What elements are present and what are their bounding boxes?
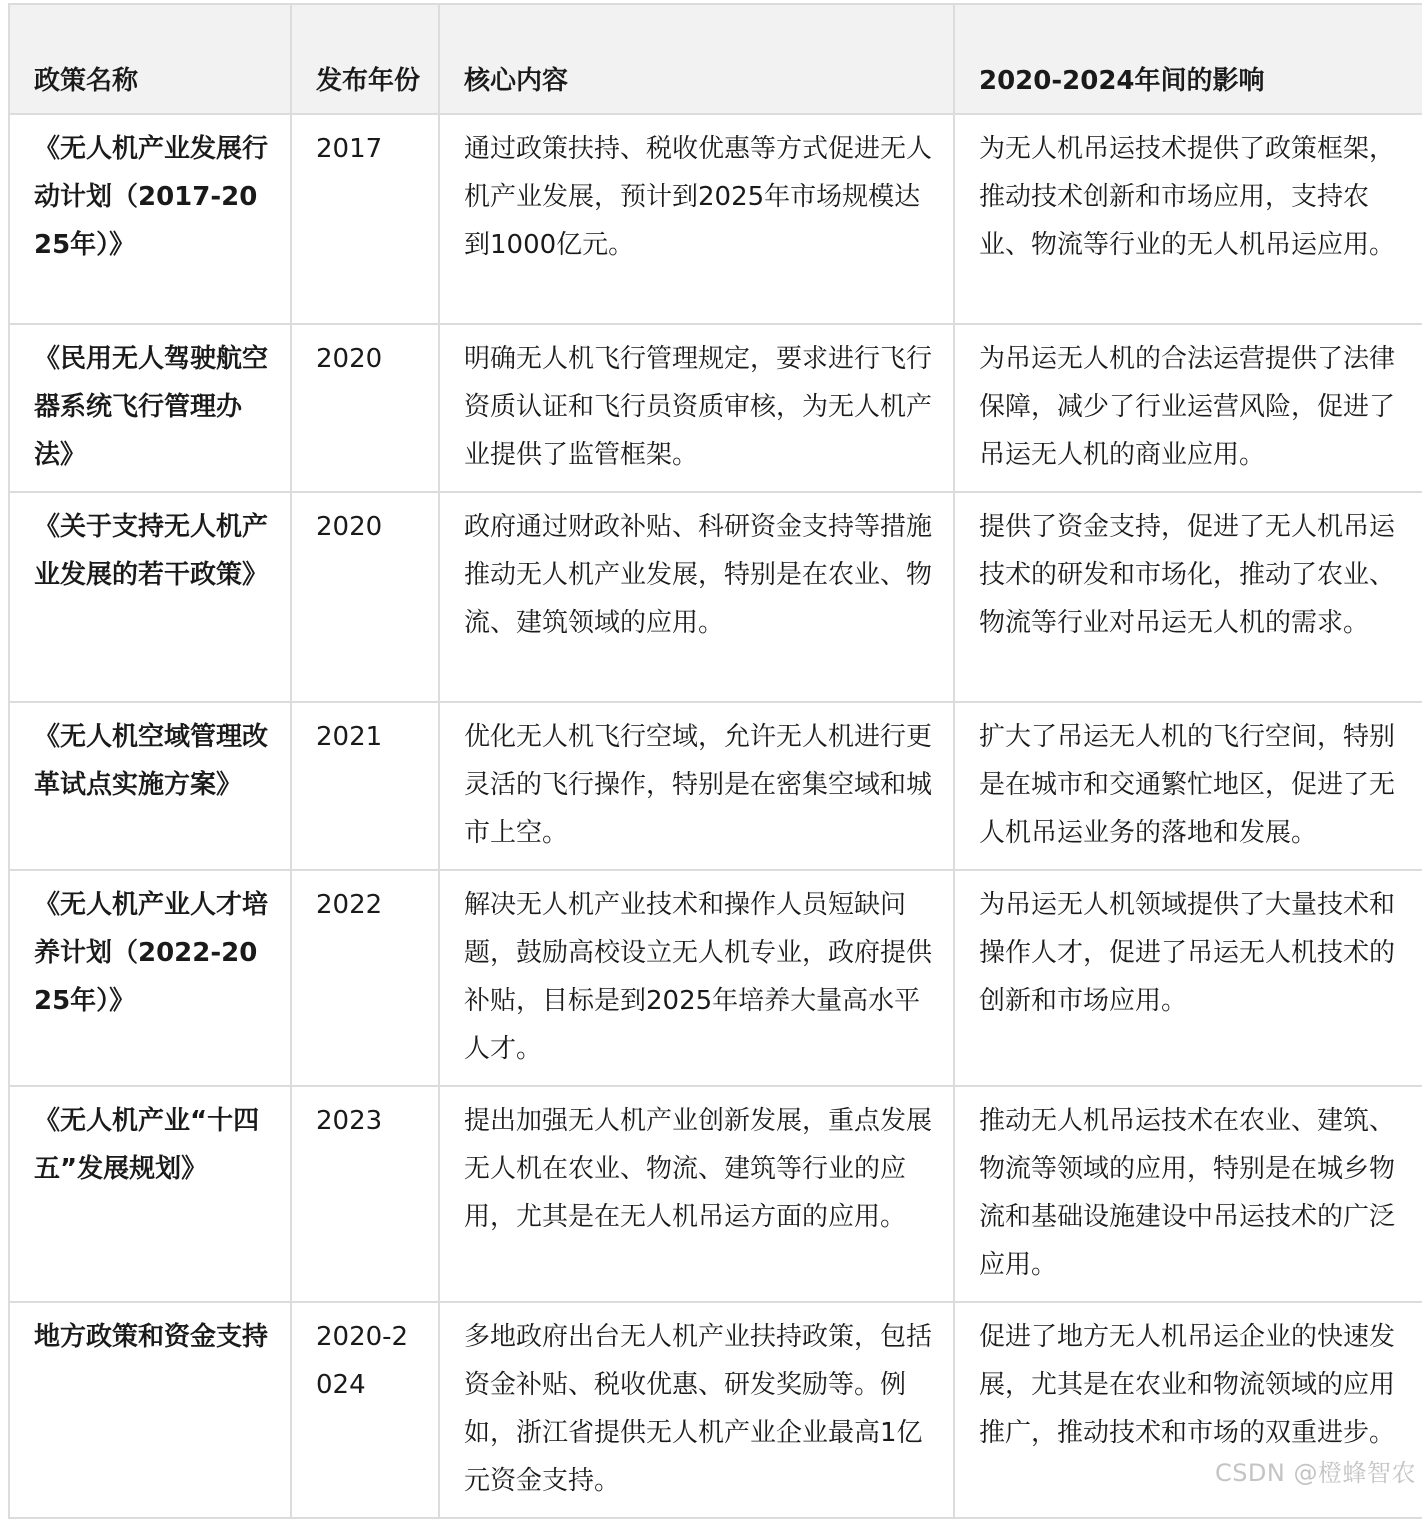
policy-name-cell: 地方政策和资金支持	[9, 1302, 291, 1518]
release-year-cell: 2020	[291, 324, 439, 492]
table-row	[9, 702, 1422, 870]
impact-cell: 提供了资金支持，促进了无人机吊运技术的研发和市场化，推动了农业、物流等行业对吊运无人机的需求。	[954, 492, 1422, 702]
release-year-cell: 2023	[291, 1086, 439, 1302]
impact-cell: 扩大了吊运无人机的飞行空间，特别是在城市和交通繁忙地区，促进了无人机吊运业务的落地和发展。	[954, 702, 1422, 870]
release-year-cell: 2021	[291, 702, 439, 870]
core-content-cell: 政府通过财政补贴、科研资金支持等措施推动无人机产业发展，特别是在农业、物流、建筑领域的应用。	[439, 492, 954, 702]
header-release-year: 发布年份	[291, 4, 439, 114]
policy-name-cell: 《无人机产业发展行动计划（2017-2025年）》	[9, 114, 291, 324]
release-year-cell: 2020-2024	[291, 1302, 439, 1518]
release-year-cell: 2017	[291, 114, 439, 324]
policy-name-cell: 《无人机空域管理改革试点实施方案》	[9, 702, 291, 870]
core-content-cell: 明确无人机飞行管理规定，要求进行飞行资质认证和飞行员资质审核，为无人机产业提供了监管框架。	[439, 324, 954, 492]
policy-name-cell: 《无人机产业人才培养计划（2022-2025年）》	[9, 870, 291, 1086]
policy-name-cell: 《关于支持无人机产业发展的若干政策》	[9, 492, 291, 702]
header-impact: 2020-2024年间的影响	[954, 4, 1422, 114]
core-content-cell: 解决无人机产业技术和操作人员短缺问题，鼓励高校设立无人机专业，政府提供补贴，目标是到2025年培养大量高水平人才。	[439, 870, 954, 1086]
table-row	[9, 870, 1422, 1086]
impact-cell: 为无人机吊运技术提供了政策框架，推动技术创新和市场应用，支持农业、物流等行业的无人机吊运应用。	[954, 114, 1422, 324]
table-header-row	[9, 4, 1422, 114]
core-content-cell: 多地政府出台无人机产业扶持政策，包括资金补贴、税收优惠、研发奖励等。例如，浙江省提供无人机产业企业最高1亿元资金支持。	[439, 1302, 954, 1518]
table-row	[9, 1302, 1422, 1518]
csdn-watermark: CSDN @橙蜂智农	[1214, 1459, 1416, 1487]
table-row	[9, 1086, 1422, 1302]
policy-table	[8, 3, 1422, 1519]
core-content-cell: 提出加强无人机产业创新发展，重点发展无人机在农业、物流、建筑等行业的应用，尤其是在无人机吊运方面的应用。	[439, 1086, 954, 1302]
release-year-cell: 2020	[291, 492, 439, 702]
header-core-content: 核心内容	[439, 4, 954, 114]
impact-cell: 为吊运无人机的合法运营提供了法律保障，减少了行业运营风险，促进了吊运无人机的商业应用。	[954, 324, 1422, 492]
header-policy-name: 政策名称	[9, 4, 291, 114]
impact-cell: 推动无人机吊运技术在农业、建筑、物流等领域的应用，特别是在城乡物流和基础设施建设中吊运技术的广泛应用。	[954, 1086, 1422, 1302]
policy-name-cell: 《无人机产业“十四五”发展规划》	[9, 1086, 291, 1302]
table-row	[9, 324, 1422, 492]
table-row	[9, 492, 1422, 702]
policy-name-cell: 《民用无人驾驶航空器系统飞行管理办法》	[9, 324, 291, 492]
impact-cell: 为吊运无人机领域提供了大量技术和操作人才，促进了吊运无人机技术的创新和市场应用。	[954, 870, 1422, 1086]
policy-table-container	[8, 3, 1422, 1519]
table-row	[9, 114, 1422, 324]
core-content-cell: 优化无人机飞行空域，允许无人机进行更灵活的飞行操作，特别是在密集空域和城市上空。	[439, 702, 954, 870]
release-year-cell: 2022	[291, 870, 439, 1086]
impact-cell: 促进了地方无人机吊运企业的快速发展，尤其是在农业和物流领域的应用推广，推动技术和市场的双重进步。	[954, 1302, 1422, 1518]
core-content-cell: 通过政策扶持、税收优惠等方式促进无人机产业发展，预计到2025年市场规模达到1000亿元。	[439, 114, 954, 324]
